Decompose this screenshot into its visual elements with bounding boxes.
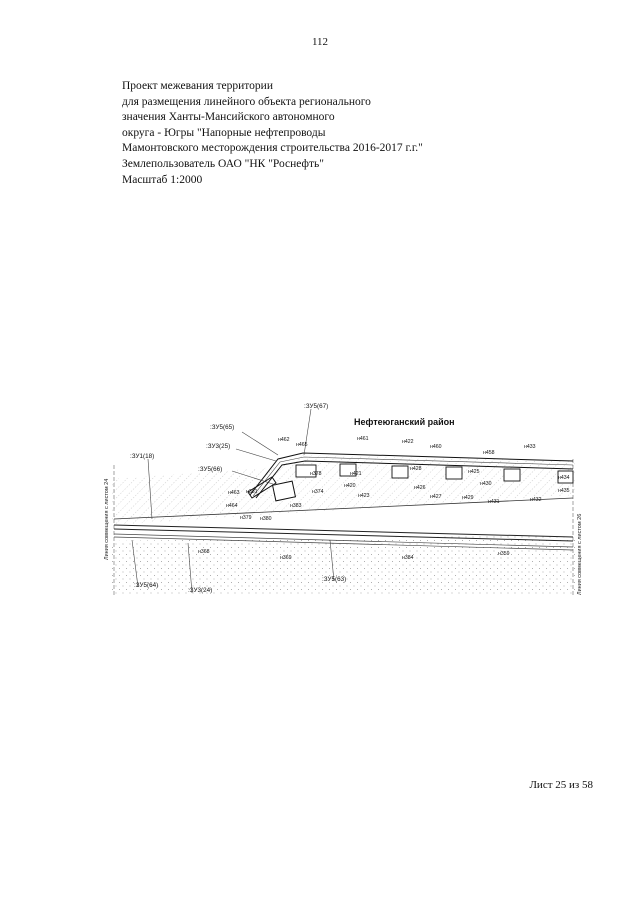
land-survey-drawing — [100, 395, 585, 630]
district-title: Нефтеюганский район — [354, 417, 455, 427]
point-n383: н383 — [290, 503, 302, 509]
header-line-2: для размещения линейного объекта регионального — [122, 95, 371, 108]
point-n461: н461 — [357, 436, 369, 442]
header-line-6: Землепользователь ОАО "НК "Роснефть" — [122, 157, 324, 170]
point-n422: н422 — [402, 439, 414, 445]
point-n464: н464 — [226, 503, 238, 509]
point-n379: н379 — [240, 515, 252, 521]
point-n463: н463 — [228, 490, 240, 496]
point-n465: н465 — [296, 442, 308, 448]
point-n369: н369 — [280, 555, 292, 561]
parcel-label-zu1-18: :ЗУ1(18) — [130, 453, 155, 460]
header-line-5: Мамонтовского месторождения строительства 2016-2017 г.г." — [122, 142, 423, 155]
point-n380: н380 — [260, 516, 272, 522]
survey-map-svg — [100, 395, 585, 625]
point-n431: н431 — [488, 499, 500, 505]
header-line-7: Масштаб 1:2000 — [122, 173, 203, 186]
point-n430: н430 — [480, 481, 492, 487]
header-line-4: округа - Югры "Напорные нефтепроводы — [122, 126, 326, 139]
point-n384: н384 — [402, 555, 414, 561]
document-header — [122, 79, 423, 188]
point-n433: н433 — [524, 444, 536, 450]
point-n359: н359 — [498, 551, 510, 557]
parcel-label-zu5-65: :ЗУ5(65) — [210, 424, 235, 431]
point-n462: н462 — [278, 437, 290, 443]
dotted-area-south — [112, 535, 575, 595]
point-n458: н458 — [483, 450, 495, 456]
header-line-3: значения Ханты-Мансийского автономного — [122, 111, 335, 124]
parcel-label-zu5-67: :ЗУ5(67) — [304, 403, 329, 410]
point-n429: н429 — [462, 495, 474, 501]
parcel-label-zu5-66: :ЗУ5(66) — [198, 466, 223, 473]
point-n426: н426 — [414, 485, 426, 491]
parcel-label-zu5-64: :ЗУ5(64) — [134, 582, 159, 589]
parcel-label-zu3-25: :ЗУ3(25) — [206, 443, 231, 450]
match-line-left-label: Линия совмещения с листом 24 — [104, 478, 110, 560]
point-n374: н374 — [312, 489, 324, 495]
point-n423: н423 — [358, 493, 370, 499]
point-n378: н378 — [310, 471, 322, 477]
match-line-right-label: Линия совмещения с листом 26 — [577, 513, 583, 595]
point-n421: н421 — [350, 471, 362, 477]
point-n434: н434 — [558, 475, 570, 481]
page-number: 112 — [311, 36, 329, 48]
point-n368: н368 — [198, 549, 210, 555]
point-n428: н428 — [410, 466, 422, 472]
parcel-label-zu5-63: :ЗУ5(63) — [322, 576, 347, 583]
point-n427: н427 — [430, 494, 442, 500]
point-n435: н435 — [558, 488, 570, 494]
point-n460: н460 — [430, 444, 442, 450]
point-n432: н432 — [530, 497, 542, 503]
parcel-label-zu3-24: :ЗУ3(24) — [188, 587, 213, 594]
notch-4 — [504, 469, 520, 481]
notch-3 — [446, 467, 462, 479]
point-n381: н381 — [246, 489, 258, 495]
point-n420: н420 — [344, 483, 356, 489]
header-line-1: Проект межевания территории — [122, 80, 273, 92]
notch-2 — [392, 466, 408, 478]
parcel-box-a — [273, 481, 296, 501]
sheet-number: Лист 25 из 58 — [529, 779, 593, 791]
point-n425: н425 — [468, 469, 480, 475]
